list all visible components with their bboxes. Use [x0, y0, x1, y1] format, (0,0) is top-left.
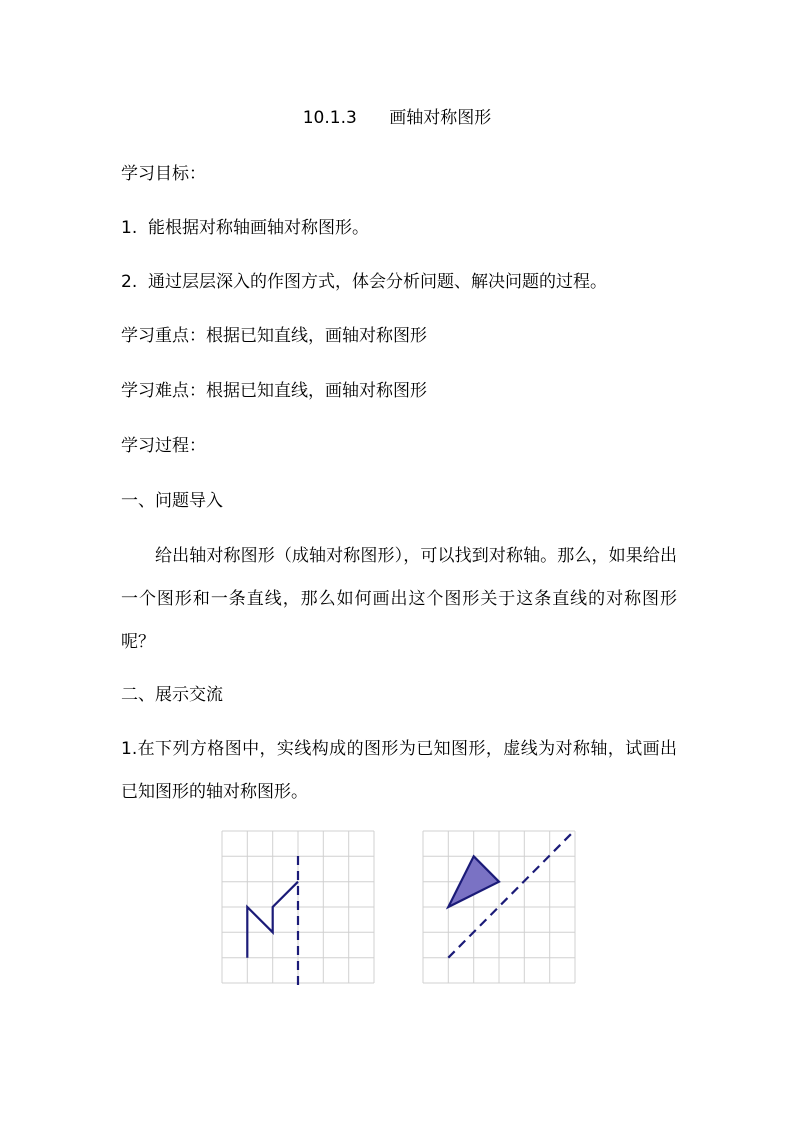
title-number: 10.1.3: [302, 108, 357, 128]
page-title: [0, 106, 794, 130]
grid-figures: [218, 828, 578, 988]
title-text: 画轴对称图形: [389, 108, 492, 128]
exercise-text: 1.在下列方格图中，实线构成的图形为已知图形，虚线为对称轴，试画出已知图形的轴对称图形。: [121, 739, 677, 802]
section2-heading: 二、展示交流: [121, 685, 223, 705]
objective-text: 通过层层深入的作图方式，体会分析问题、解决问题的过程。: [148, 272, 607, 292]
objective-number: 1.: [121, 218, 138, 238]
objective-item: [121, 216, 369, 240]
objective-text: 能根据对称轴画轴对称图形。: [148, 218, 369, 238]
objectives-heading: 学习目标：: [121, 164, 206, 184]
objective-number: 2.: [121, 272, 138, 292]
objective-item: [121, 270, 607, 294]
key-point: 学习重点：根据已知直线，画轴对称图形: [121, 326, 427, 346]
process-heading: 学习过程：: [121, 436, 206, 456]
section1-paragraph: 给出轴对称图形（成轴对称图形），可以找到对称轴。那么，如果给出一个图形和一条直线，那么如何画出这个图形关于这条直线的对称图形呢？: [121, 546, 677, 652]
grid-figure-right: [423, 831, 575, 983]
difficulty: 学习难点：根据已知直线，画轴对称图形: [121, 381, 427, 401]
section1-heading: 一、问题导入: [121, 491, 223, 511]
